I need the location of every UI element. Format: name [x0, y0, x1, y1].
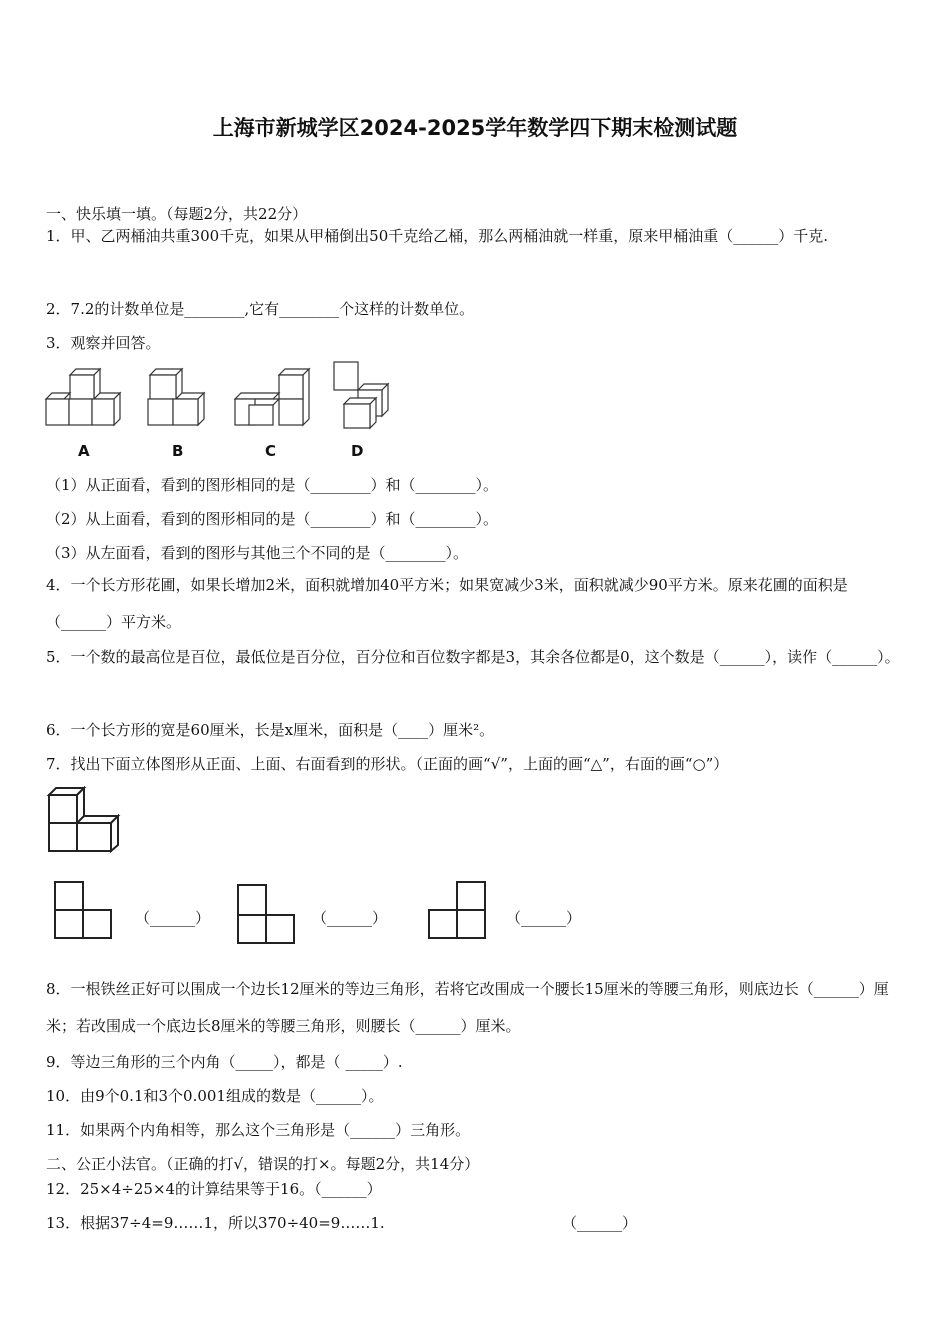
- q7-solid-figure: [46, 785, 122, 855]
- section-2-heading: 二、公正小法官。（正确的打√，错误的打×。每题2分，共14分）: [46, 1155, 480, 1173]
- q7-view-option-2: [236, 883, 296, 945]
- question-11: 11．如果两个内角相等，那么这个三角形是（______）三角形。: [46, 1121, 471, 1139]
- question-3: 3．观察并回答。: [46, 334, 161, 352]
- cube-figure-c: [233, 367, 313, 429]
- question-10: 10．由9个0.1和3个0.001组成的数是（______）。: [46, 1087, 384, 1105]
- question-5: 5．一个数的最高位是百位，最低位是百分位，百分位和百位数字都是3，其余各位都是0，这个数是（______），读作（______）。: [46, 648, 900, 666]
- q7-blank-2[interactable]: （______）: [312, 909, 388, 927]
- question-4: 4．一个长方形花圃，如果长增加2米，面积就增加40平方米；如果宽减少3米，面积就减少90平方米。原来花圃的面积是（______）平方米。: [46, 576, 848, 631]
- figure-label-c: C: [265, 442, 277, 460]
- question-8: 8．一根铁丝正好可以围成一个边长12厘米的等边三角形，若将它改围成一个腰长15厘米的等腰三角形，则底边长（______）厘米；若改围成一个底边长8厘米的等腰三角形，则腰长（______）厘米。: [46, 980, 889, 1035]
- question-13: 13．根据37÷4=9……1，所以370÷40=9……1.: [46, 1214, 385, 1232]
- figure-label-d: D: [351, 442, 364, 460]
- q7-blank-1[interactable]: （______）: [135, 909, 211, 927]
- question-3-3: （3）从左面看，看到的图形与其他三个不同的是（________）。: [46, 544, 469, 562]
- q7-blank-3[interactable]: （______）: [506, 909, 582, 927]
- question-9: 9．等边三角形的三个内角（_____），都是（ _____）.: [46, 1053, 403, 1071]
- figure-label-a: A: [78, 442, 90, 460]
- q7-view-option-3: [427, 880, 487, 940]
- figure-label-b: B: [172, 442, 184, 460]
- question-3-1: （1）从正面看，看到的图形相同的是（________）和（________）。: [46, 476, 499, 494]
- question-7: 7．找出下面立体图形从正面、上面、右面看到的形状。（正面的画“√”，上面的画“△”，右面的画“○”）: [46, 755, 729, 773]
- question-3-2: （2）从上面看，看到的图形相同的是（________）和（________）。: [46, 510, 499, 528]
- cube-figure-a: [44, 367, 124, 429]
- cube-figure-d: [332, 360, 392, 432]
- question-1: 1．甲、乙两桶油共重300千克，如果从甲桶倒出50千克给乙桶，那么两桶油就一样重，原来甲桶油重（______）千克.: [46, 227, 829, 245]
- question-13-blank[interactable]: （______）: [562, 1214, 638, 1232]
- question-2: 2．7.2的计数单位是________,它有________个这样的计数单位。: [46, 300, 475, 318]
- question-12: 12．25×4÷25×4的计算结果等于16。（______）: [46, 1180, 382, 1198]
- page-title: 上海市新城学区2024-2025学年数学四下期末检测试题: [212, 116, 738, 140]
- q7-view-option-1: [53, 880, 113, 940]
- question-6: 6．一个长方形的宽是60厘米，长是x厘米，面积是（____）厘米²。: [46, 721, 495, 739]
- cube-figure-b: [146, 367, 208, 429]
- section-1-heading: 一、快乐填一填。（每题2分，共22分）: [46, 205, 308, 223]
